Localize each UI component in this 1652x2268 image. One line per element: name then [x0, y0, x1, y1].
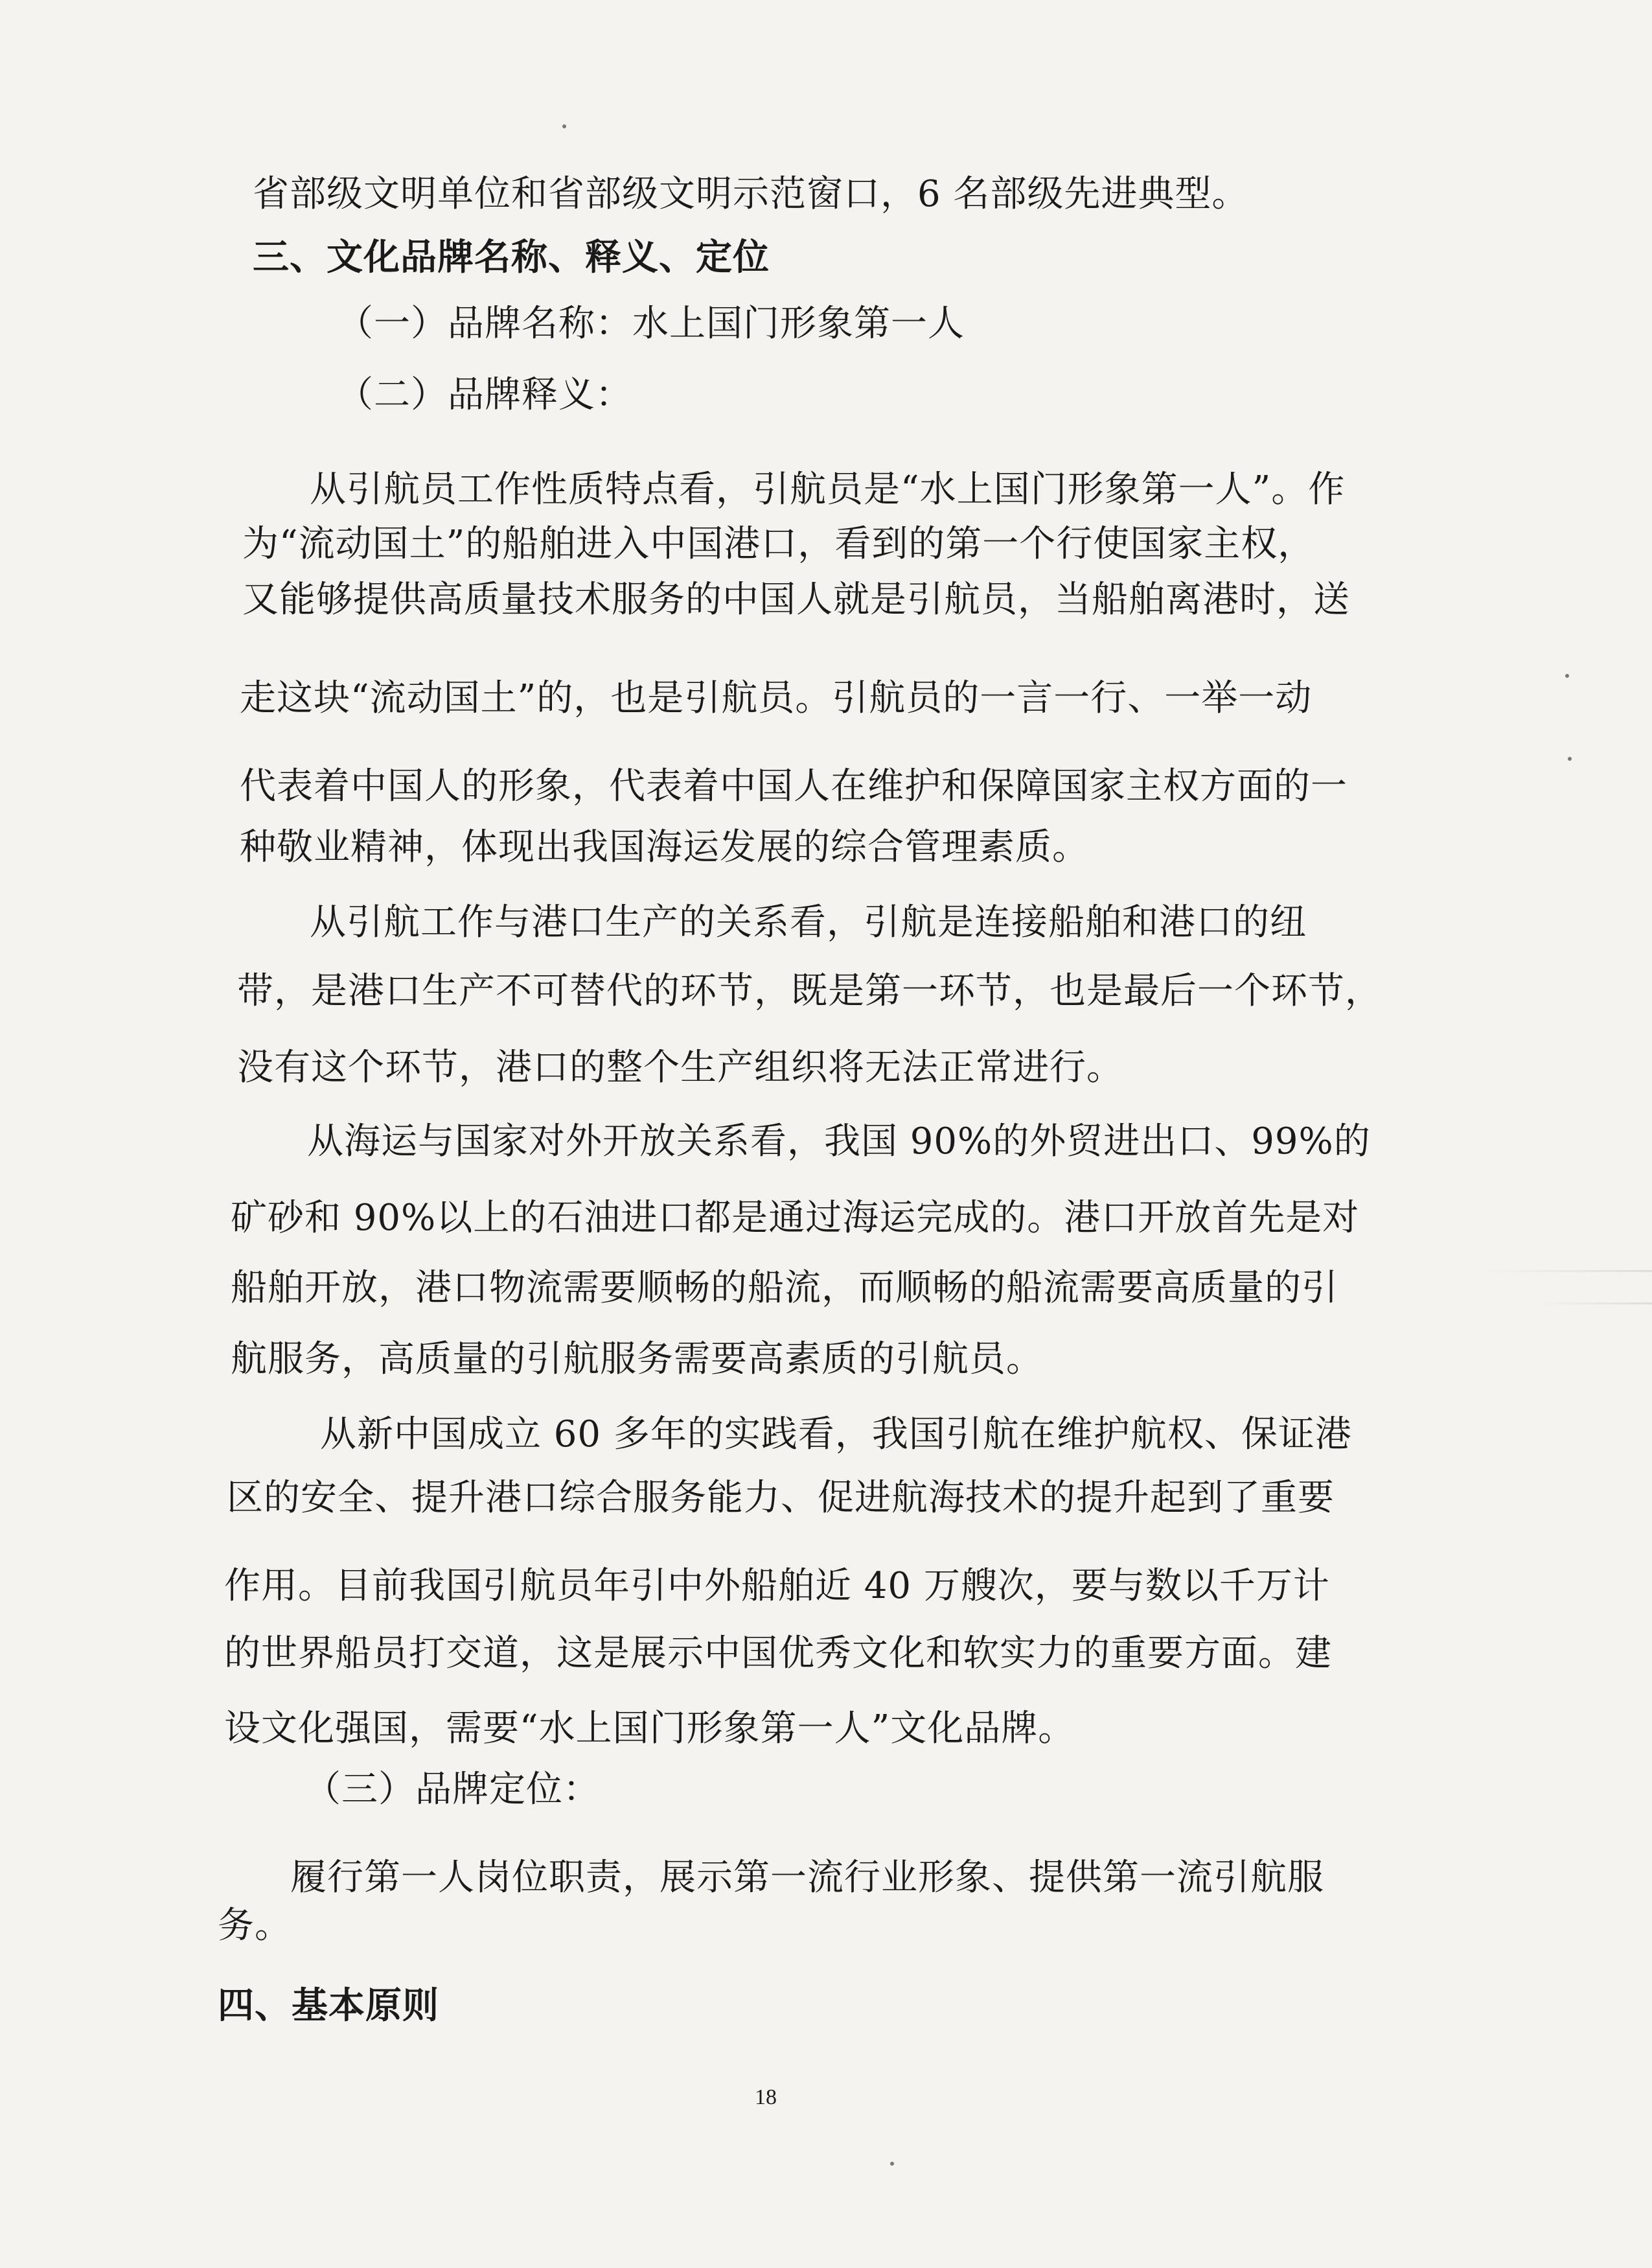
scan-speck [890, 2162, 894, 2166]
text-line-25: 务。 [218, 1904, 292, 1947]
section-heading-4: 四、基本原则 [218, 1985, 439, 2027]
text-line-18: 从新中国成立 60 多年的实践看，我国引航在维护航权、保证港 [320, 1413, 1352, 1455]
bleed-through-mark [1484, 1270, 1652, 1272]
text-line-9: 代表着中国人的形象，代表着中国人在维护和保障国家主权方面的一 [240, 765, 1348, 807]
scan-speck [562, 124, 566, 128]
text-line-10: 种敬业精神，体现出我国海运发展的综合管理素质。 [240, 826, 1089, 868]
text-line-1: 省部级文明单位和省部级文明示范窗口，6 名部级先进典型。 [253, 173, 1249, 215]
text-line-17: 航服务，高质量的引航服务需要高素质的引航员。 [231, 1338, 1043, 1380]
section-heading-3: 三、文化品牌名称、释义、定位 [253, 237, 770, 279]
text-line-6: 为“流动国土”的船舶进入中国港口，看到的第一个行使国家主权， [242, 523, 1315, 565]
subheading-brand-positioning: （三）品牌定位： [304, 1768, 600, 1811]
text-line-21: 的世界船员打交道，这是展示中国优秀文化和软实力的重要方面。建 [224, 1632, 1332, 1674]
text-line-20: 作用。目前我国引航员年引中外船舶近 40 万艘次，要与数以千万计 [224, 1565, 1330, 1607]
text-line-24: 履行第一人岗位职责，展示第一流行业形象、提供第一流引航服 [290, 1857, 1324, 1899]
text-line-15: 矿砂和 90%以上的石油进口都是通过海运完成的。港口开放首先是对 [231, 1197, 1360, 1239]
text-line-12: 带，是港口生产不可替代的环节，既是第一环节，也是最后一个环节， [237, 970, 1382, 1012]
text-line-13: 没有这个环节，港口的整个生产组织将无法正常进行。 [237, 1047, 1123, 1089]
subheading-brand-name: （一）品牌名称：水上国门形象第一人 [337, 303, 965, 345]
text-line-16: 船舶开放，港口物流需要顺畅的船流，而顺畅的船流需要高质量的引 [231, 1267, 1338, 1309]
text-line-7: 又能够提供高质量技术服务的中国人就是引航员，当船舶离港时，送 [242, 579, 1350, 621]
text-line-19: 区的安全、提升港口综合服务能力、促进航海技术的提升起到了重要 [227, 1477, 1335, 1519]
page-number: 18 [755, 2085, 777, 2109]
bleed-through-mark [1535, 1302, 1652, 1304]
text-line-14: 从海运与国家对外开放关系看，我国 90%的外贸进出口、99%的 [307, 1120, 1371, 1163]
text-line-22: 设文化强国，需要“水上国门形象第一人”文化品牌。 [224, 1707, 1075, 1750]
text-line-11: 从引航工作与港口生产的关系看，引航是连接船舶和港口的纽 [310, 901, 1307, 943]
text-line-8: 走这块“流动国土”的，也是引航员。引航员的一言一行、一举一动 [240, 677, 1313, 719]
text-line-5: 从引航员工作性质特点看，引航员是“水上国门形象第一人”。作 [310, 469, 1346, 511]
subheading-brand-meaning: （二）品牌释义： [337, 374, 632, 416]
scan-speck [1565, 674, 1569, 678]
scan-speck [1568, 757, 1572, 761]
